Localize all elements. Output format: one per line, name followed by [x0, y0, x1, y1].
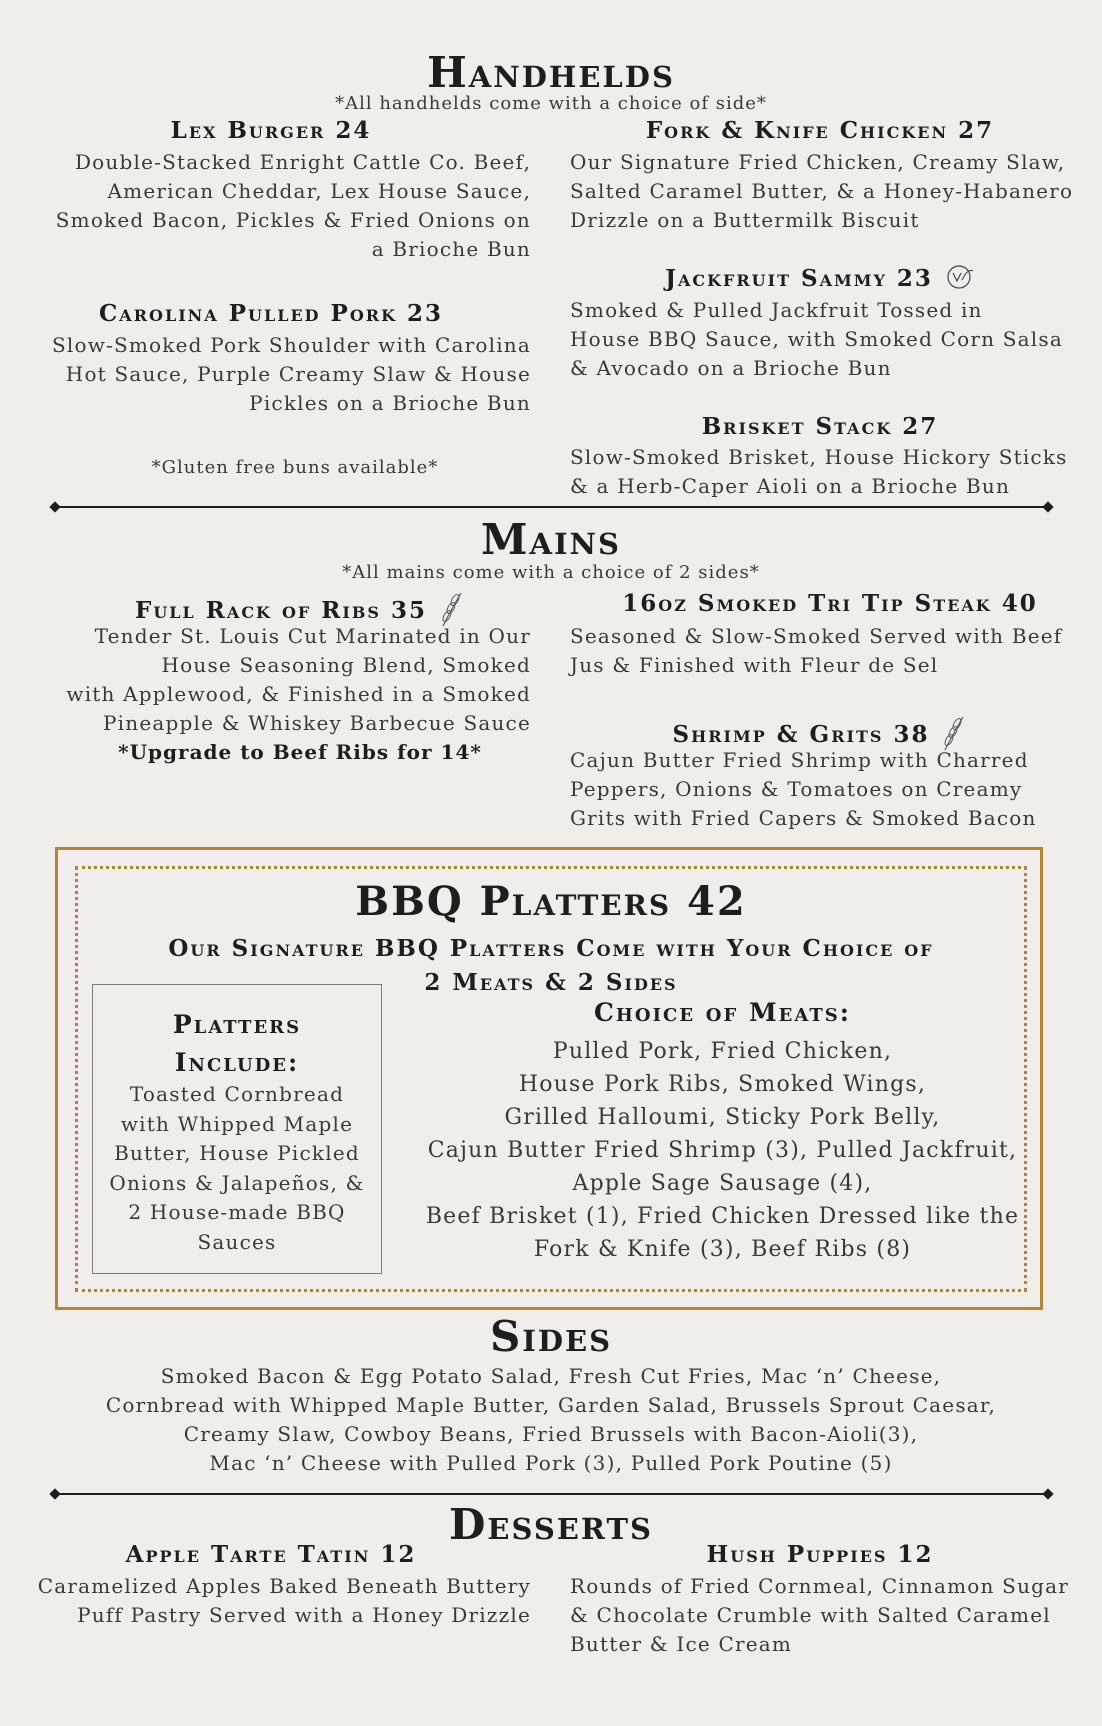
meat-line: Beef Brisket (1), Fried Chicken Dressed like the: [425, 1204, 1020, 1229]
desc-line: House Seasoning Blend, Smoked: [161, 653, 531, 677]
sides-line: Smoked Bacon & Egg Potato Salad, Fresh Cut Fries, Mac ‘n’ Cheese,: [160, 1364, 942, 1388]
desc-line: Hot Sauce, Purple Creamy Slaw & House: [65, 362, 531, 386]
shrimp-grits-desc: [570, 746, 1090, 833]
shrimp-grits-label: Shrimp & Grits 38: [672, 721, 930, 748]
desc-line: Salted Caramel Butter, & a Honey-Habanero: [570, 179, 1074, 203]
include-title-line: Include:: [174, 1048, 300, 1077]
fork-knife-chicken-desc: [570, 148, 1090, 235]
desc-line: a Brioche Bun: [371, 237, 531, 261]
section-divider: [55, 506, 1048, 508]
meat-line: Grilled Halloumi, Sticky Pork Belly,: [504, 1105, 941, 1130]
handhelds-title: Handhelds: [427, 48, 675, 97]
desc-line: with Whipped Maple: [120, 1111, 354, 1136]
brisket-stack-desc: [570, 443, 1090, 501]
desc-line: Cajun Butter Fried Shrimp with Charred: [570, 748, 1029, 772]
section-divider: [55, 1493, 1048, 1495]
sides-title: Sides: [489, 1312, 613, 1361]
desc-line: Seasoned & Slow-Smoked Served with Beef: [570, 624, 1063, 648]
brisket-stack-title: Brisket Stack 27: [701, 413, 939, 440]
desc-line: Jus & Finished with Fleur de Sel: [570, 653, 939, 677]
mains-note: *All mains come with a choice of 2 sides*: [342, 562, 760, 583]
tri-tip-steak-desc: [570, 622, 1090, 680]
jackfruit-sammy-desc: [570, 296, 1090, 383]
hush-puppies-title: Hush Puppies 12: [706, 1541, 934, 1568]
desc-line: Toasted Cornbread: [129, 1082, 345, 1106]
desc-line: & a Herb-Caper Aioli on a Brioche Bun: [570, 474, 1011, 498]
desc-line: Pineapple & Whiskey Barbecue Sauce: [103, 711, 531, 735]
desc-line: Peppers, Onions & Tomatoes on Creamy: [570, 777, 1023, 801]
tri-tip-steak-title: 16oz Smoked Tri Tip Steak 40: [622, 590, 1038, 617]
beef-ribs-upgrade: *Upgrade to Beef Ribs for 14*: [118, 740, 482, 764]
apple-tarte-tatin-desc: [20, 1572, 531, 1630]
desc-line: Puff Pastry Served with a Honey Drizzle: [77, 1603, 531, 1627]
desc-line: House BBQ Sauce, with Smoked Corn Salsa: [570, 327, 1063, 351]
meat-line: Apple Sage Sausage (4),: [572, 1171, 873, 1196]
sides-line: Cornbread with Whipped Maple Butter, Garden Salad, Brussels Sprout Caesar,: [105, 1393, 997, 1417]
lex-burger-desc: [30, 148, 531, 264]
desc-line: Onions & Jalapeños, &: [109, 1170, 365, 1195]
desc-line: American Cheddar, Lex House Sauce,: [107, 179, 531, 203]
include-title-line: Platters: [172, 1010, 302, 1039]
desc-line: Slow-Smoked Pork Shoulder with Carolina: [51, 333, 531, 357]
handhelds-note: *All handhelds come with a choice of side*: [335, 93, 767, 114]
desc-line: Tender St. Louis Cut Marinated in Our: [94, 624, 531, 648]
meat-line: House Pork Ribs, Smoked Wings,: [518, 1072, 927, 1097]
sides-line: Mac ‘n’ Cheese with Pulled Pork (3), Pulled Pork Poutine (5): [209, 1451, 893, 1475]
platters-include-title: [92, 1006, 382, 1082]
subtitle-line: Our Signature BBQ Platters Come with Your Choice of: [168, 935, 934, 962]
jackfruit-sammy-label: Jackfruit Sammy 23: [665, 265, 933, 292]
sides-line: Creamy Slaw, Cowboy Beans, Fried Brussels with Bacon-Aioli(3),: [183, 1422, 919, 1446]
full-rack-ribs-label: Full Rack of Ribs 35: [135, 597, 427, 624]
desc-line: with Applewood, & Finished in a Smoked: [66, 682, 531, 706]
vegan-badge-icon: [945, 263, 975, 297]
desc-line: Our Signature Fried Chicken, Creamy Slaw,: [570, 150, 1066, 174]
platters-title: BBQ Platters 42: [355, 878, 747, 925]
desserts-title: Desserts: [449, 1500, 653, 1549]
apple-tarte-tatin-title: Apple Tarte Tatin 12: [125, 1541, 417, 1568]
carolina-pulled-pork-desc: [30, 331, 531, 418]
jackfruit-sammy-title: [570, 263, 1070, 297]
desc-line: Rounds of Fried Cornmeal, Cinnamon Sugar: [570, 1574, 1070, 1598]
desc-line: Pickles on a Brioche Bun: [249, 391, 531, 415]
hush-puppies-desc: [570, 1572, 1090, 1659]
desc-line: Grits with Fried Capers & Smoked Bacon: [570, 806, 1037, 830]
platters-include-desc: [92, 1080, 382, 1257]
desc-line: Sauces: [197, 1229, 277, 1254]
mains-title: Mains: [480, 515, 621, 564]
choice-of-meats-list: [405, 1035, 1040, 1266]
desc-line: Smoked Bacon, Pickles & Fried Onions on: [55, 208, 531, 232]
fork-knife-chicken-title: Fork & Knife Chicken 27: [645, 117, 995, 144]
sides-list: [0, 1362, 1102, 1478]
desc-line: & Avocado on a Brioche Bun: [570, 356, 892, 380]
desc-line: Caramelized Apples Baked Beneath Buttery: [37, 1574, 531, 1598]
subtitle-line: 2 Meats & 2 Sides: [424, 969, 678, 996]
desc-line: Butter & Ice Cream: [570, 1632, 793, 1656]
lex-burger-title: Lex Burger 24: [170, 117, 372, 144]
desc-line: Slow-Smoked Brisket, House Hickory Sticks: [570, 445, 1068, 469]
desc-line: Double-Stacked Enright Cattle Co. Beef,: [74, 150, 531, 174]
full-rack-ribs-desc: [30, 622, 531, 738]
desc-line: 2 House-made BBQ: [128, 1200, 346, 1224]
choice-of-meats-title: Choice of Meats:: [594, 998, 851, 1027]
meat-line: Pulled Pork, Fried Chicken,: [552, 1039, 893, 1064]
desc-line: Butter, House Pickled: [114, 1141, 360, 1165]
meat-line: Cajun Butter Fried Shrimp (3), Pulled Jackfruit,: [427, 1138, 1018, 1163]
gluten-free-note: *Gluten free buns available*: [151, 457, 439, 478]
desc-line: Drizzle on a Buttermilk Biscuit: [570, 208, 920, 232]
meat-line: Fork & Knife (3), Beef Ribs (8): [533, 1237, 912, 1262]
desc-line: & Chocolate Crumble with Salted Caramel: [570, 1603, 1051, 1627]
carolina-pulled-pork-title: Carolina Pulled Pork 23: [98, 300, 443, 327]
desc-line: Smoked & Pulled Jackfruit Tossed in: [570, 298, 983, 322]
